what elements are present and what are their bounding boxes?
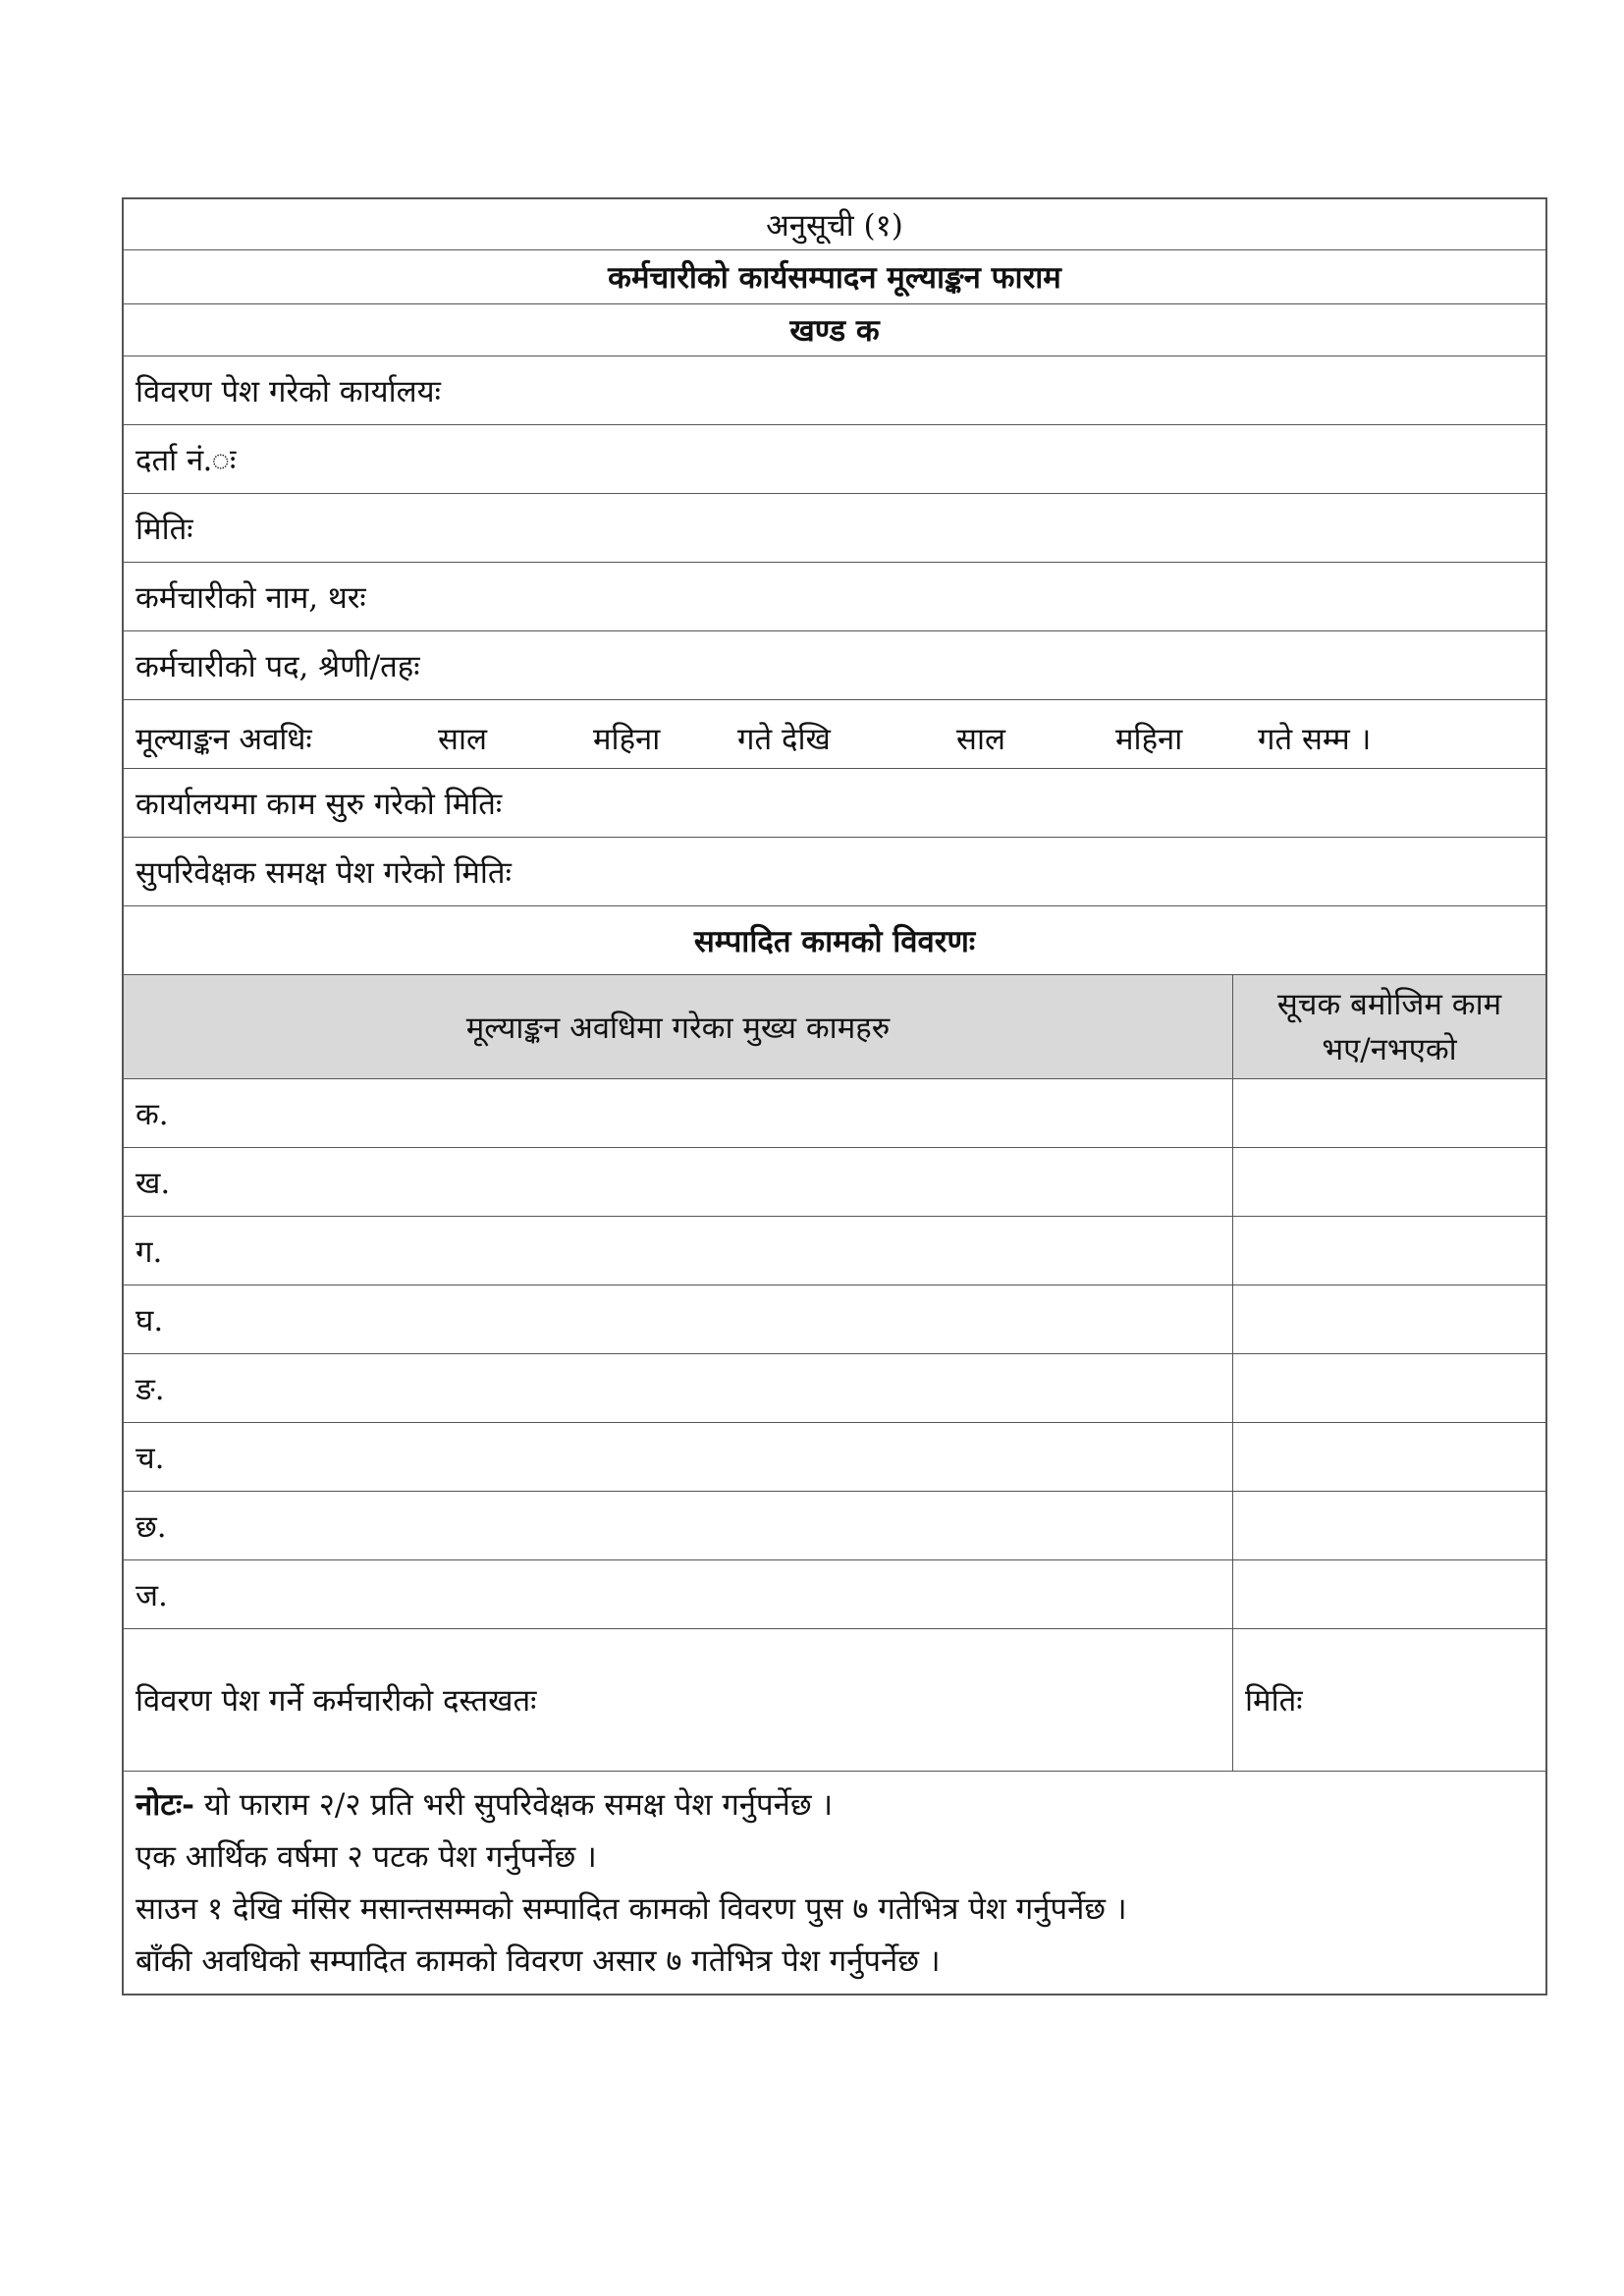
office-label: विवरण पेश गरेको कार्यालयः [135,373,441,410]
table-row [124,1560,1545,1629]
note-line-4: बाँकी अवधिको सम्पादित कामको विवरण असार ७ गतेभित्र पेश गर्नुपर्नेछ । [135,1943,941,1979]
note-line-3: साउन १ देखि मंसिर मसान्तसम्मको सम्पादित कामको विवरण पुस ७ गतेभित्र पेश गर्नुपर्नेछ । [135,1891,1127,1927]
employee-post-field[interactable] [124,631,1545,700]
item-label: च. [135,1440,165,1476]
period-year-from: साल [438,722,488,757]
main-work-header-text: मूल्याङ्कन अवधिमा गरेका मुख्य कामहरु [465,1010,891,1046]
title-row [124,250,1545,304]
office-start-date-label: कार्यालयमा काम सुरु गरेको मितिः [135,786,503,822]
note-line-2: एक आर्थिक वर्षमा २ पटक पेश गर्नुपर्नेछ । [135,1839,597,1875]
signature-cell[interactable] [124,1629,1233,1771]
item-label: छ. [135,1508,167,1545]
table-row [124,1079,1545,1148]
registration-label: दर्ता नं.ः [135,442,237,478]
work-item-cell[interactable] [124,1217,1233,1285]
item-label: ज. [135,1577,168,1613]
work-item-cell[interactable] [124,1492,1233,1559]
evaluation-form-table [122,197,1547,1995]
work-heading-row [124,906,1545,975]
item-label: घ. [135,1302,164,1339]
date-field[interactable] [124,494,1545,563]
item-label: ङ. [135,1371,165,1407]
registration-field[interactable] [124,425,1545,494]
table-row [124,1354,1545,1423]
period-day-from: गते देखि [737,722,831,757]
work-item-cell[interactable] [124,1079,1233,1147]
item-label: ग. [135,1233,163,1270]
indicator-cell[interactable] [1233,1148,1545,1216]
table-row [124,1285,1545,1354]
indicator-cell[interactable] [1233,1560,1545,1628]
work-heading: सम्पादित कामको विवरणः [693,923,976,959]
schedule-heading: अनुसूची (१) [766,207,903,244]
employee-post-label: कर्मचारीको पद, श्रेणी/तहः [135,648,420,684]
work-item-cell[interactable] [124,1354,1233,1422]
period-day-to: गते सम्म । [1258,722,1372,757]
period-label: मूल्याङ्कन अवधिः [135,722,312,757]
signature-row [124,1629,1545,1772]
submitted-date-field[interactable] [124,838,1545,906]
item-label: क. [135,1096,169,1132]
work-item-cell[interactable] [124,1285,1233,1353]
evaluation-period-field[interactable] [124,700,1545,769]
submitted-date-label: सुपरिवेक्षक समक्ष पेश गरेको मितिः [135,854,512,891]
table-row [124,1217,1545,1285]
notes-section [124,1772,1545,1994]
signature-date-cell[interactable] [1233,1629,1545,1771]
signature-label: विवरण पेश गर्ने कर्मचारीको दस्तखतः [135,1683,537,1719]
employee-name-label: कर्मचारीको नाम, थरः [135,579,366,616]
office-start-date-field[interactable] [124,769,1545,838]
signature-date-label: मितिः [1245,1683,1303,1719]
note-label: नोटः- [135,1787,194,1823]
main-work-column-header [124,975,1233,1078]
employee-name-field[interactable] [124,563,1545,631]
indicator-cell[interactable] [1233,1217,1545,1285]
period-month-from: महिना [593,722,661,757]
indicator-header-line2: भए/नभएको [1322,1031,1457,1067]
work-table-header [124,975,1545,1079]
note-text-1: यो फाराम २/२ प्रति भरी सुपरिवेक्षक समक्ष पेश गर्नुपर्नेछ । [203,1787,834,1823]
schedule-row [124,199,1545,250]
item-label: ख. [135,1165,171,1201]
indicator-cell[interactable] [1233,1354,1545,1422]
table-row [124,1148,1545,1217]
period-month-to: महिना [1115,722,1183,757]
indicator-column-header [1233,975,1545,1078]
indicator-cell[interactable] [1233,1079,1545,1147]
work-item-cell[interactable] [124,1148,1233,1216]
indicator-header-line1: सूचक बमोजिम काम [1276,986,1502,1022]
indicator-cell[interactable] [1233,1423,1545,1491]
indicator-cell[interactable] [1233,1492,1545,1559]
note-line-1 [135,1779,1534,1831]
work-item-cell[interactable] [124,1560,1233,1628]
form-title: कर्मचारीको कार्यसम्पादन मूल्याङ्कन फाराम [608,260,1061,296]
date-label: मितिः [135,511,193,547]
section-heading: खण्ड क [789,313,880,349]
table-row [124,1492,1545,1560]
table-row [124,1423,1545,1492]
section-row [124,304,1545,356]
work-item-cell[interactable] [124,1423,1233,1491]
indicator-cell[interactable] [1233,1285,1545,1353]
office-field[interactable] [124,356,1545,425]
period-year-to: साल [956,722,1006,757]
